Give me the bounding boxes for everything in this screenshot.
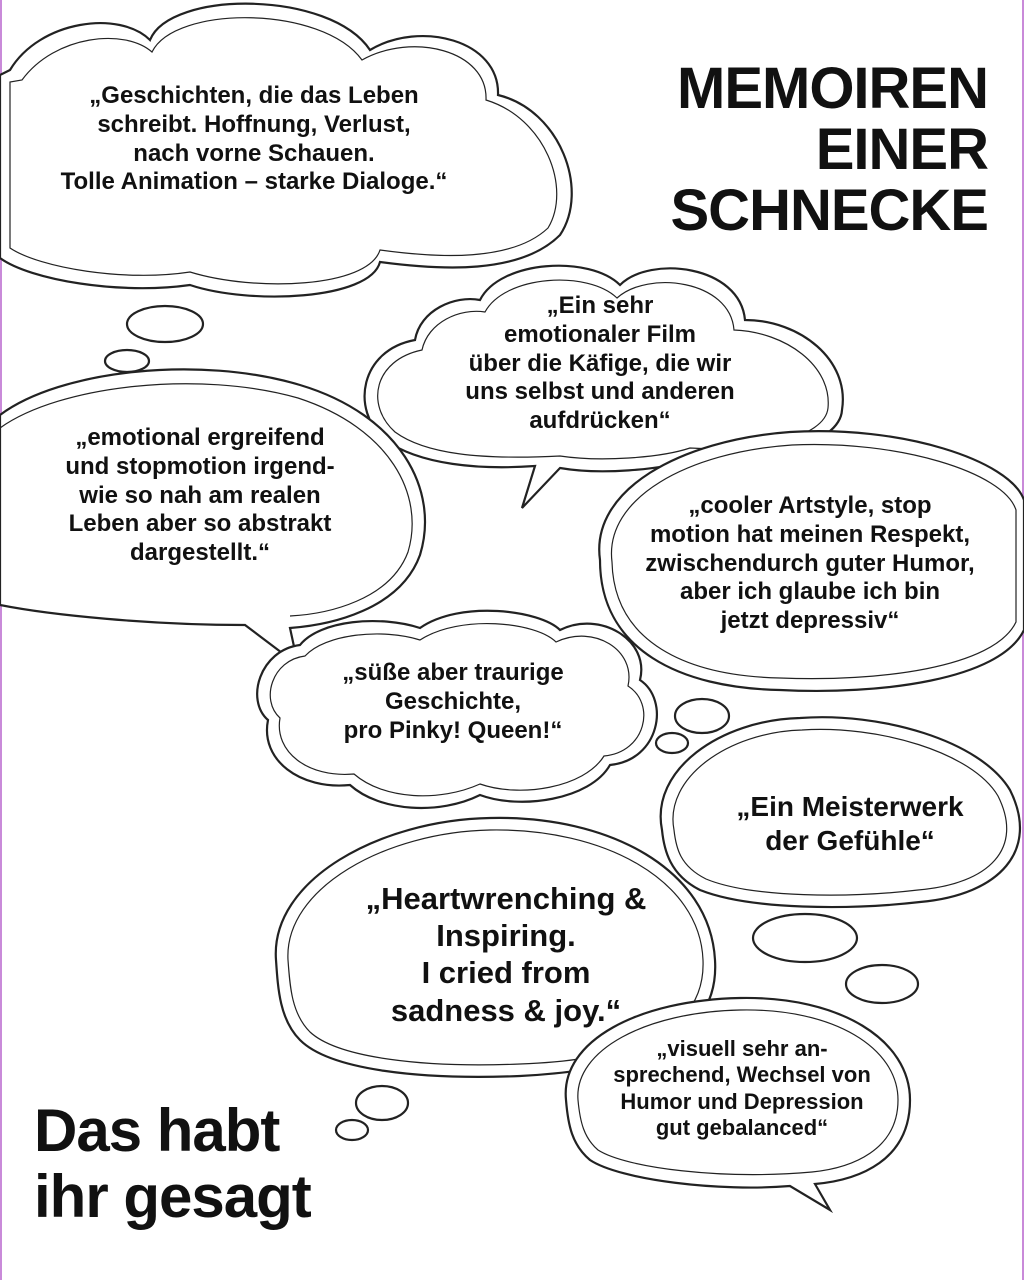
quote-2: „Ein sehr emotionaler Film über die Käfige, die wir uns selbst und anderen aufdrücken“ xyxy=(465,292,735,435)
quote-1: „Geschichten, die das Leben schreibt. Hoffnung, Verlust, nach vorne Schauen. Tolle Animation – starke Dialoge.“ xyxy=(60,82,448,196)
thought-dot xyxy=(656,733,688,753)
thought-dot xyxy=(675,699,729,733)
page-title: MEMOIREN EINER SCHNECKE xyxy=(670,56,988,243)
quote-4: „cooler Artstyle, stop motion hat meinen Respekt, zwischendurch guter Humor, aber ich glaube ich bin jetzt depressiv“ xyxy=(645,492,975,635)
quote-7: „Heartwrenching & Inspiring. I cried from sadness & joy.“ xyxy=(365,881,647,1028)
quote-8: „visuell sehr an- sprechend, Wechsel von Humor und Depression gut gebalanced“ xyxy=(613,1036,871,1141)
thought-dot xyxy=(846,965,918,1003)
thought-dot xyxy=(356,1086,408,1120)
quote-6: „Ein Meisterwerk der Gefühle“ xyxy=(736,791,964,856)
thought-dot xyxy=(336,1120,368,1140)
thought-dot xyxy=(753,914,857,962)
thought-dot xyxy=(105,350,149,372)
thought-dot xyxy=(127,306,203,342)
quote-5: „süße aber traurige Geschichte, pro Pinky! Queen!“ xyxy=(342,659,564,744)
quote-3: „emotional ergreifend und stopmotion irgend- wie so nah am realen Leben aber so abstrakt dargestellt.“ xyxy=(65,424,335,567)
closing-heading: Das habt ihr gesagt xyxy=(34,1097,311,1230)
